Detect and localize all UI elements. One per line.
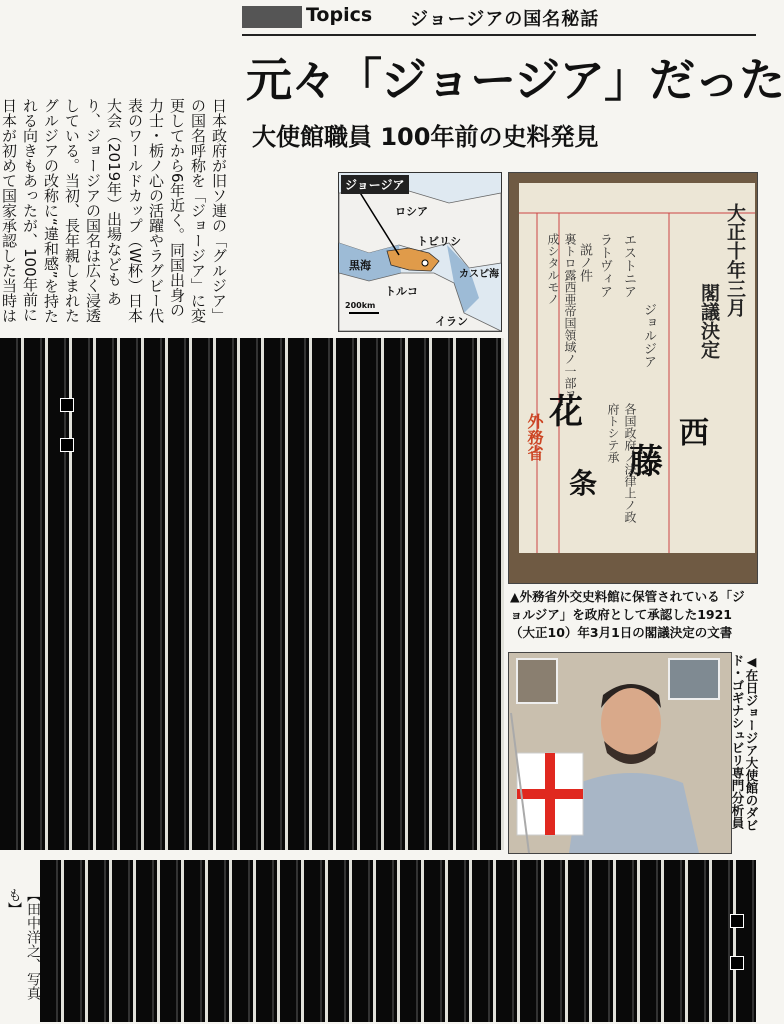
topics-bar: [242, 6, 302, 28]
document-text-approval: 各国政府ノ法律上ノ政府トシテ承: [606, 403, 637, 523]
map-label-tbilisi: トビリシ: [417, 235, 461, 248]
map-scale-label: 200km: [345, 301, 376, 310]
photo-credit: 【田中洋之、写真も】: [6, 888, 41, 1000]
map-label-black-sea: 黒海: [349, 259, 371, 272]
document-text-territory: 裏トロ露西亜帝国領域ノ一部ヲ成シタルモノ: [546, 233, 577, 401]
person-graphic: [509, 653, 731, 853]
embassy-analyst-photo: [508, 652, 732, 854]
article-col-continuation: [236, 170, 332, 330]
redacted-article-tail: [40, 860, 756, 1022]
topics-title: ジョージアの国名秘話: [410, 9, 600, 30]
person-photo-caption: ◀在日ジョージア大使館のダビド・ゴギナシュビリ専門分析員: [730, 654, 759, 832]
svg-text:西: 西: [679, 416, 709, 451]
redacted-article-body: [0, 338, 504, 850]
svg-text:花: 花: [549, 392, 583, 432]
document-handwriting-1: 大正十年三月: [724, 203, 746, 317]
topics-label: Topics: [306, 4, 373, 26]
document-stamp-ministry: 外務省: [525, 413, 544, 461]
document-photo-caption: ▲外務省外交史料館に保管されている「ジョルジア」を政府として承認した1921（大正10）年3月1日の閣議決定の文書: [510, 589, 745, 640]
redaction-mark: [730, 914, 744, 928]
article-lead-text: 日本政府が旧ソ連の「グルジア」の国名呼称を「ジョージア」に変更してから6年近く。同国出身の力士・栃ノ心の活躍やラグビー代表のワールドカップ（W杯）日本大会（2019年）出場なども あり、ジョージアの国名は広く浸透している。当初、長年親しまれたグルジアの改称に“違和感”を持たれる向きもあったが、100年前に日本が初めて国家承認した当時は: [0, 98, 228, 324]
georgia-map: [338, 172, 502, 332]
document-text-georgia: ジョルジア: [641, 303, 656, 368]
map-label-caspian: カスピ海: [459, 269, 499, 280]
redaction-mark: [730, 956, 744, 970]
redaction-mark: [60, 398, 74, 412]
map-label-turkey: トルコ: [385, 285, 418, 298]
subheadline: 大使館職員 100年前の史料発見: [252, 123, 599, 151]
map-label-iran: イラン: [435, 315, 468, 328]
header-rule: [242, 34, 756, 36]
document-text-estonia: エストニア: [621, 233, 636, 298]
document-text-latvia: ラトヴィア: [597, 233, 612, 298]
document-text-subject: 説ノ件: [577, 243, 592, 282]
svg-text:条: 条: [569, 467, 598, 500]
map-label-russia: ロシア: [395, 205, 428, 218]
cabinet-decision-document-photo: [508, 172, 758, 584]
headline: 元々「ジョージア」だった: [246, 53, 784, 107]
map-country-tag: ジョージア: [341, 175, 409, 194]
redaction-mark: [60, 438, 74, 452]
svg-text:藤: 藤: [629, 442, 663, 482]
document-handwriting-2: 閣議決定: [698, 283, 720, 359]
